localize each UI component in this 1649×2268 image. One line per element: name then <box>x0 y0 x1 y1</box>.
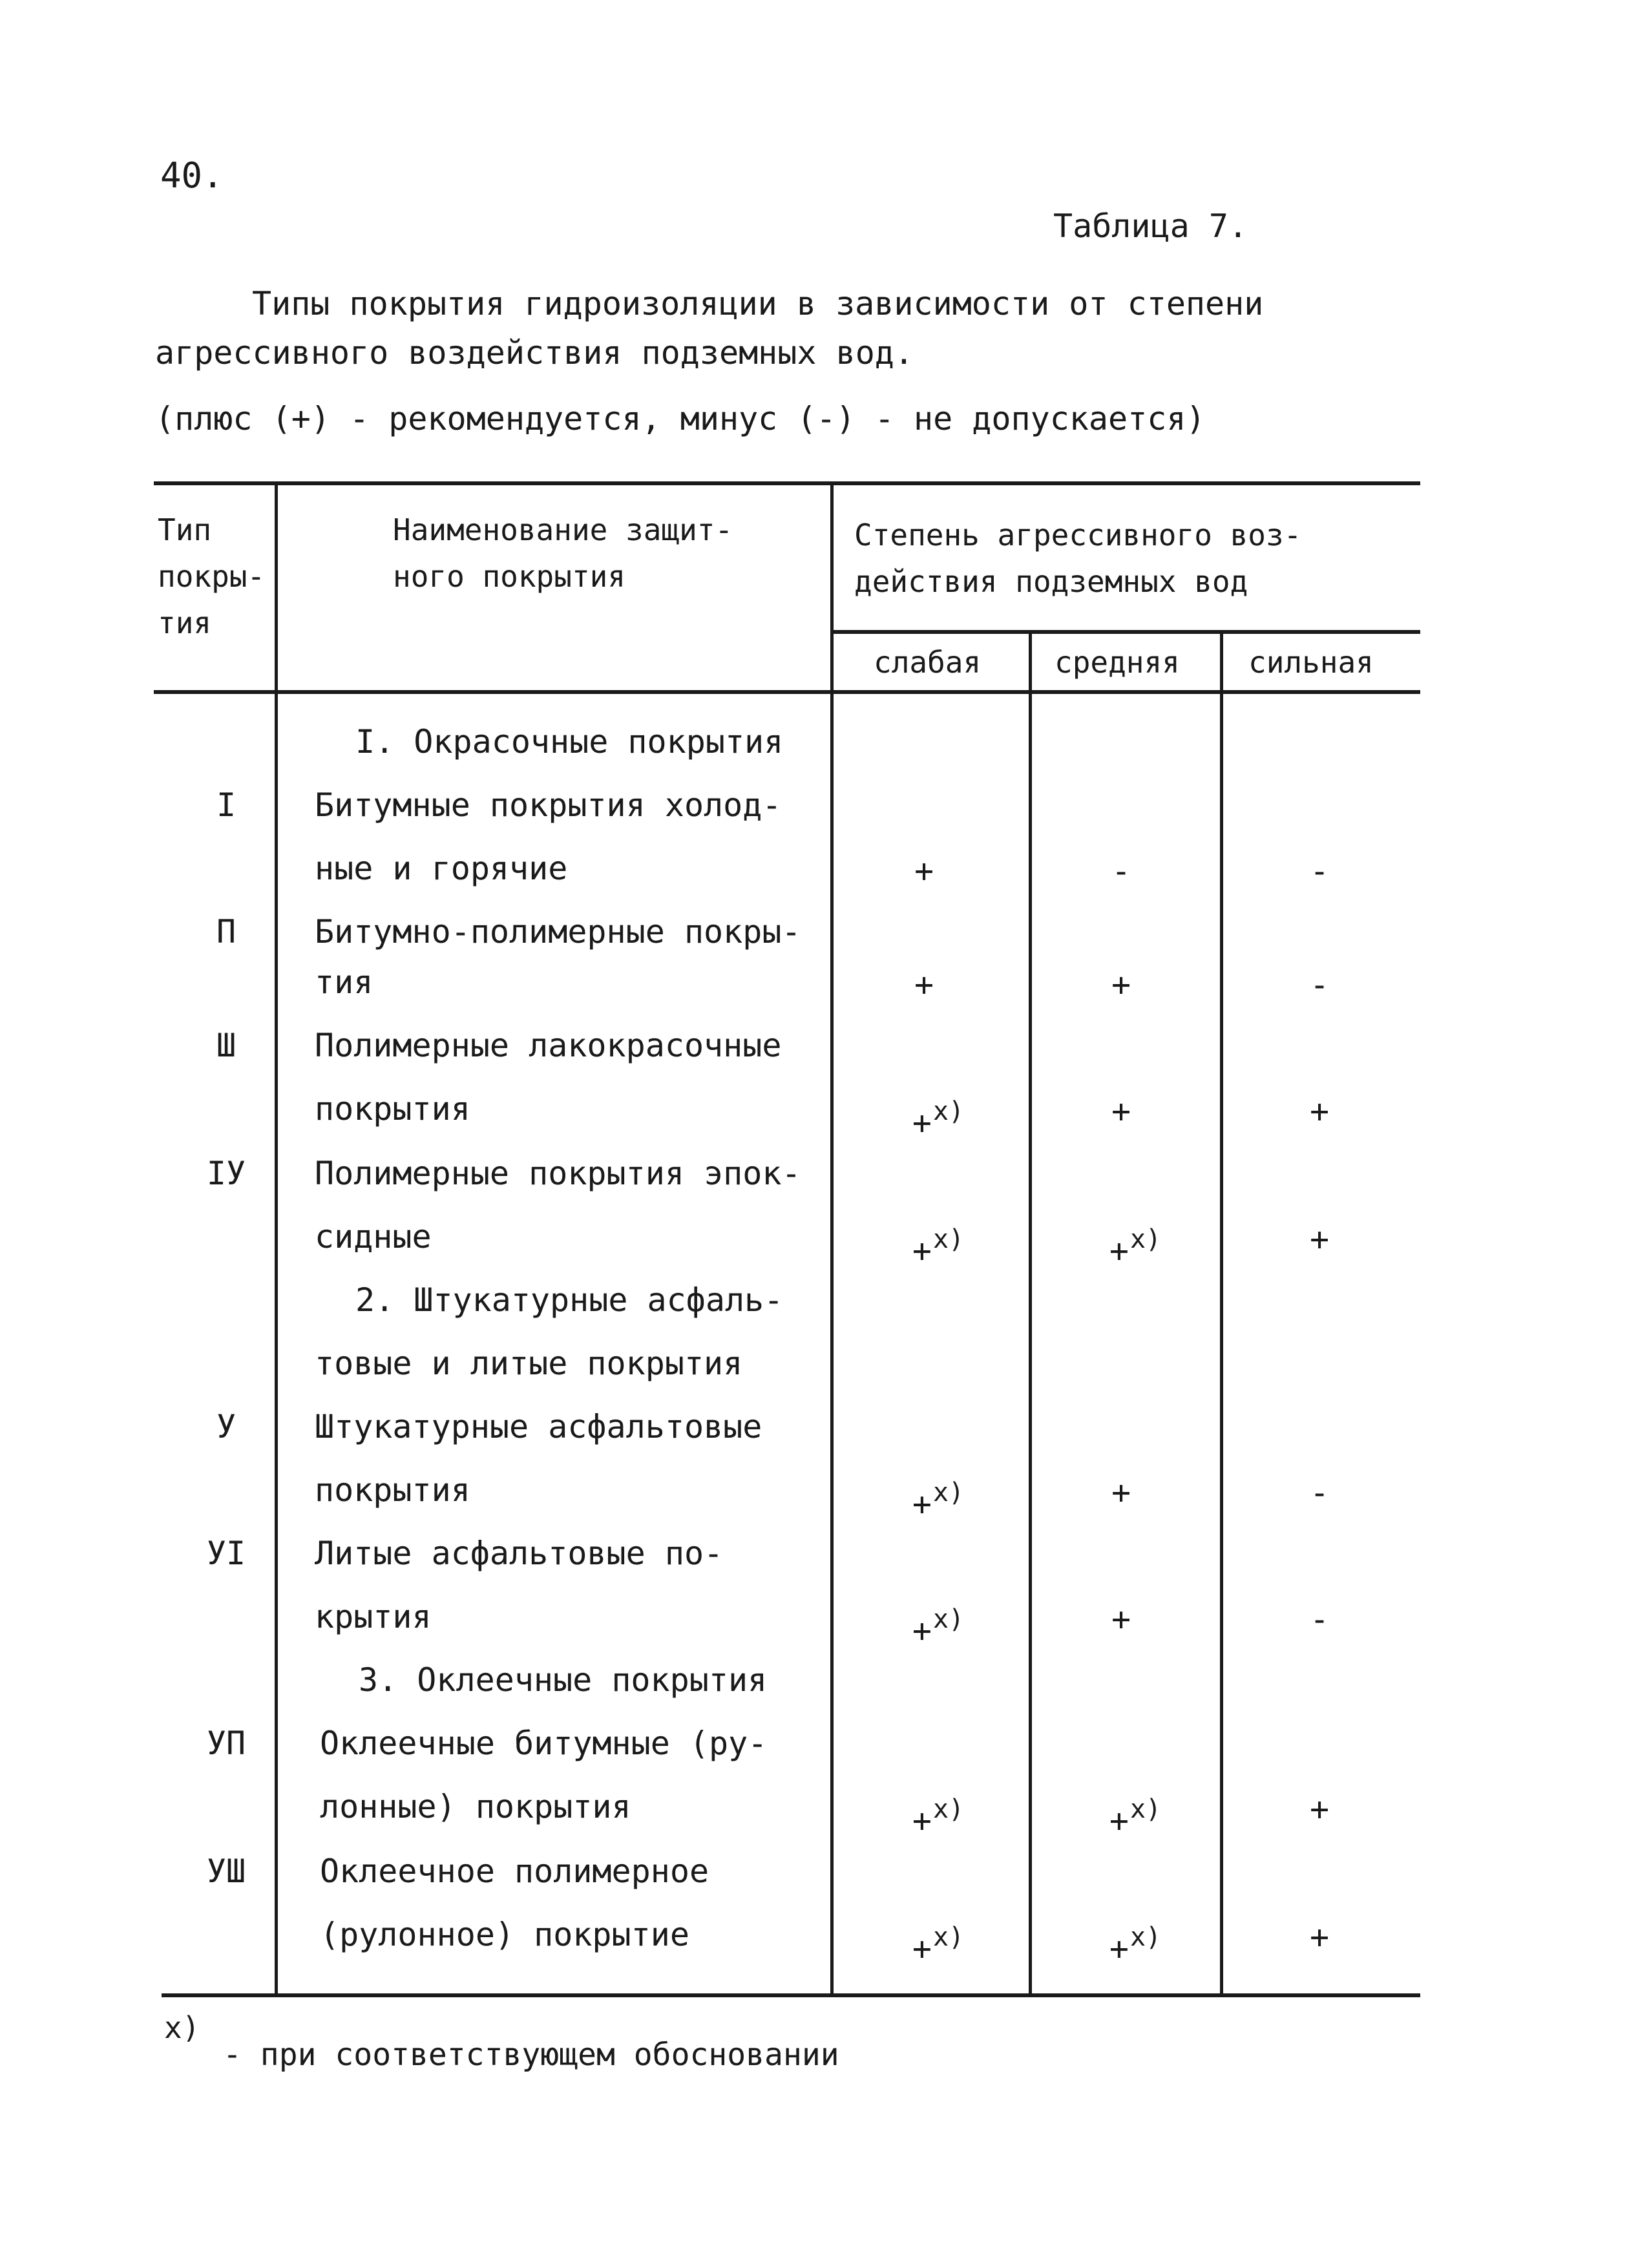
row-number: УI <box>206 1535 246 1572</box>
cell-strong: + <box>1309 1790 1330 1828</box>
row-name-line-2: ные и горячие <box>315 850 568 887</box>
cell-strong: - <box>1309 852 1330 890</box>
page-number: 40. <box>160 155 224 196</box>
section-title-3: 3. Оклеечные покрытия <box>359 1661 768 1699</box>
caption-line-2: агрессивного воздействия подземных вод. <box>155 334 914 372</box>
cell-weak: +$^{x)}$ <box>912 1478 965 1523</box>
footnote-mark: x) <box>932 1604 965 1634</box>
row-name-line-1: Литые асфальтовые по- <box>315 1535 724 1572</box>
table-label: Таблица 7. <box>1053 207 1248 245</box>
footnote-mark: x) <box>932 1794 965 1824</box>
footnote-mark: x) <box>1129 1224 1162 1254</box>
row-name-line-1: Битумные покрытия холод- <box>315 786 782 824</box>
row-number: Ш <box>216 1027 236 1064</box>
header-name-line-2: ного покрытия <box>393 559 626 594</box>
footnote-mark: x) <box>932 1224 965 1254</box>
row-name-line-1: Оклеечные битумные (ру- <box>320 1725 768 1762</box>
cell-strong: - <box>1309 1601 1330 1638</box>
row-name-line-1: Штукатурные асфальтовые <box>315 1408 762 1445</box>
footnote-text: - при соответствующем обосновании <box>223 2037 839 2073</box>
table-top-rule <box>154 481 1420 485</box>
row-name-line-2: (рулонное) покрытие <box>320 1916 689 1953</box>
footnote-mark: x) <box>164 2010 200 2045</box>
caption-line-1: Типы покрытия гидроизоляции в зависимости от степени <box>252 285 1264 322</box>
row-name-line-1: Битумно-полимерные покры- <box>315 913 801 950</box>
footnote-mark: x) <box>932 1097 965 1126</box>
header-type-line-1: Тип <box>158 512 212 547</box>
footnote-mark: x) <box>932 1478 965 1507</box>
cell-strong: + <box>1309 1221 1330 1258</box>
caption-line-3: (плюс (+) - рекомендуется, минус (-) - не допускается) <box>155 400 1206 437</box>
cell-strong: + <box>1309 1918 1330 1956</box>
cell-weak: +$^{x)}$ <box>912 1097 965 1142</box>
footnote-mark: x) <box>932 1922 965 1952</box>
row-name-line-1: Полимерные лакокрасочные <box>315 1027 782 1064</box>
row-name-line-1: Оклеечное полимерное <box>320 1853 709 1890</box>
cell-strong: - <box>1309 966 1330 1003</box>
row-number: УП <box>206 1725 246 1762</box>
section-title-2-line-1: 2. Штукатурные асфаль- <box>355 1281 784 1319</box>
cell-weak: + <box>914 966 934 1003</box>
row-name-line-1: Полимерные покрытия эпок- <box>315 1155 801 1192</box>
cell-strong: + <box>1309 1093 1330 1130</box>
cell-strong: - <box>1309 1474 1330 1511</box>
header-bottom-rule <box>154 690 1420 694</box>
cell-weak: +$^{x)}$ <box>912 1794 965 1840</box>
section-title-1: I. Окрасочные покрытия <box>355 723 784 761</box>
col-divider-medium <box>1220 632 1223 1995</box>
col-divider-weak <box>1029 632 1032 1995</box>
row-name-line-2: сидные <box>315 1218 432 1255</box>
subheader-medium: средняя <box>1055 645 1180 680</box>
header-type-line-2: покры- <box>158 559 266 594</box>
subheader-strong: сильная <box>1248 645 1374 680</box>
cell-medium: + <box>1111 1601 1131 1638</box>
section-title-2-line-2: товые и литые покрытия <box>315 1345 743 1382</box>
cell-medium: + <box>1111 966 1131 1003</box>
row-number: IУ <box>206 1155 246 1192</box>
row-number: П <box>216 913 236 950</box>
footnote-mark: x) <box>1129 1794 1162 1824</box>
row-number: У <box>216 1408 236 1445</box>
row-number: I <box>216 786 236 824</box>
cell-medium: +$^{x)}$ <box>1109 1922 1162 1968</box>
subheader-weak: слабая <box>874 645 982 680</box>
cell-medium: + <box>1111 1474 1131 1511</box>
row-number: УШ <box>206 1853 246 1890</box>
header-type-line-3: тия <box>158 605 212 640</box>
row-name-line-2: крытия <box>315 1598 432 1635</box>
cell-medium: + <box>1111 1093 1131 1130</box>
col-divider-type <box>275 483 278 1995</box>
cell-medium: +$^{x)}$ <box>1109 1224 1162 1270</box>
subheader-rule <box>834 630 1420 634</box>
header-degree-line-1: Степень агрессивного воз- <box>854 518 1302 552</box>
cell-weak: + <box>914 852 934 890</box>
cell-medium: +$^{x)}$ <box>1109 1794 1162 1840</box>
row-name-line-2: тия <box>315 963 373 1001</box>
cell-weak: +$^{x)}$ <box>912 1224 965 1270</box>
table-bottom-rule <box>162 1993 1420 1997</box>
row-name-line-2: покрытия <box>315 1471 470 1509</box>
cell-weak: +$^{x)}$ <box>912 1604 965 1650</box>
header-degree-line-2: действия подземных вод <box>854 564 1248 599</box>
row-name-line-2: лонные) покрытия <box>320 1788 631 1825</box>
cell-weak: +$^{x)}$ <box>912 1922 965 1968</box>
footnote-mark: x) <box>1129 1922 1162 1952</box>
col-divider-name <box>830 483 834 1995</box>
cell-medium: - <box>1111 852 1131 890</box>
header-name-line-1: Наименование защит- <box>393 512 733 547</box>
row-name-line-2: покрытия <box>315 1090 470 1128</box>
